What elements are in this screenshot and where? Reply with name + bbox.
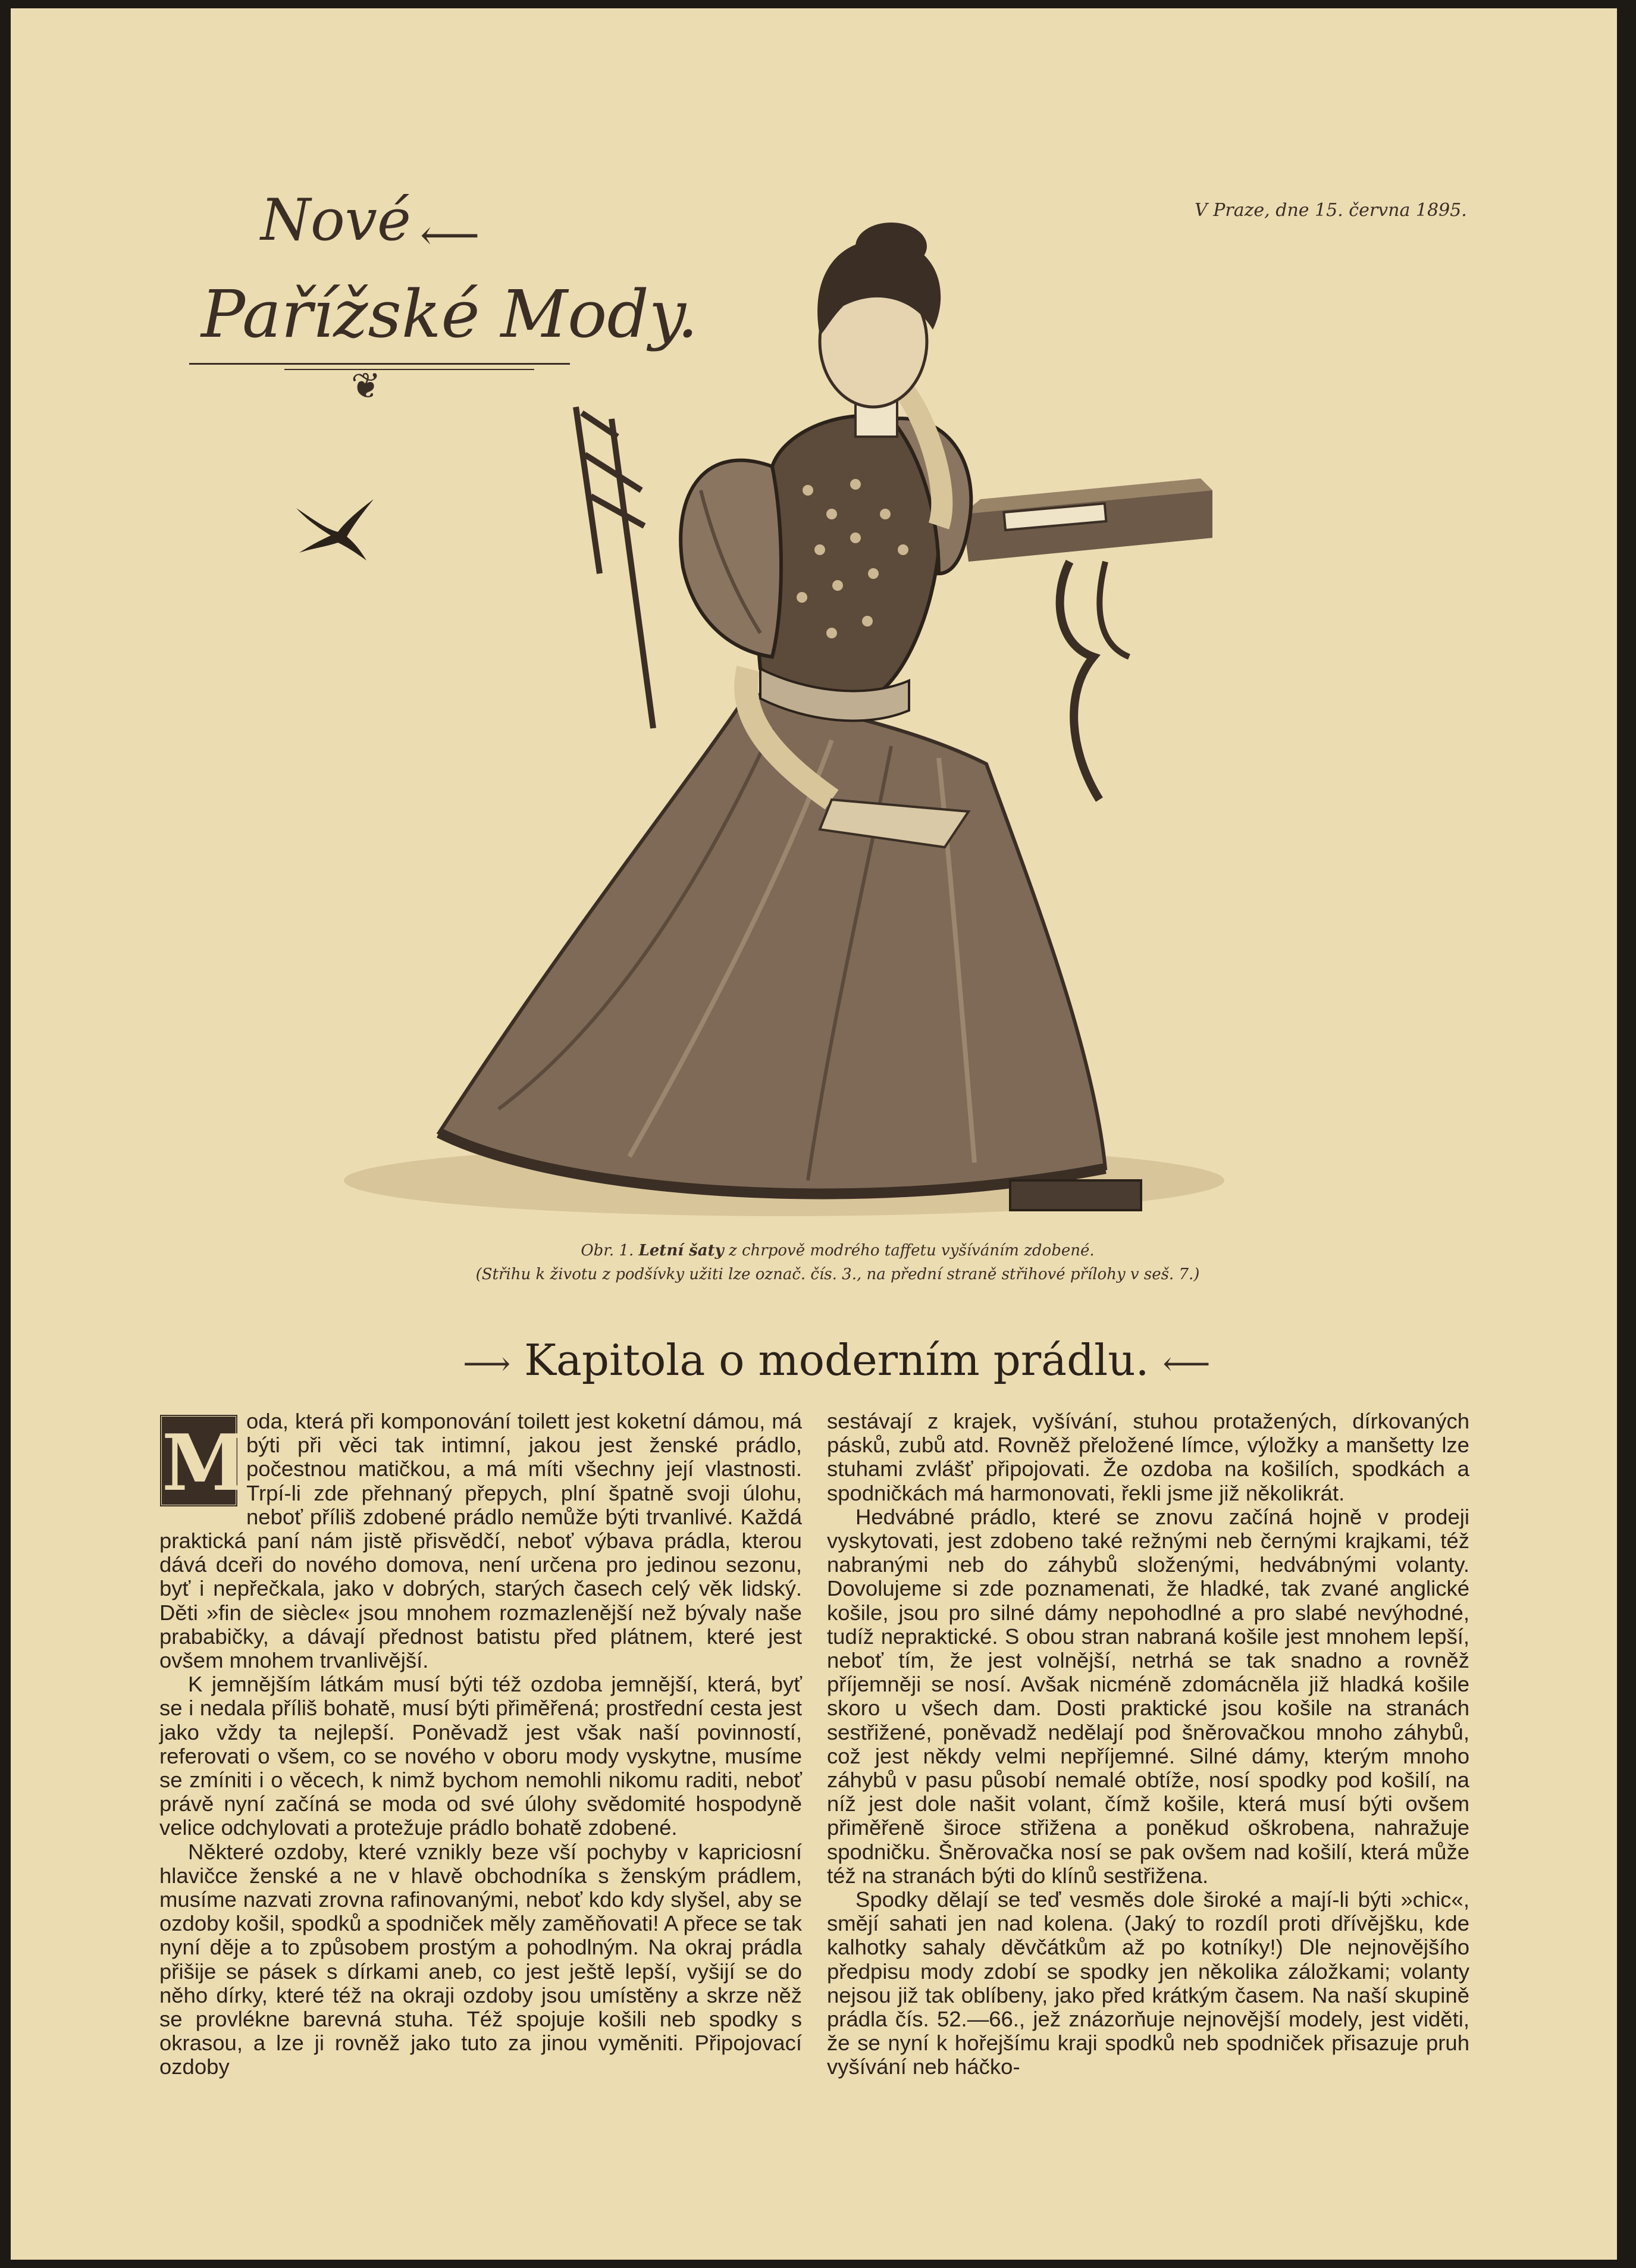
masthead-title-line1: Nové [261,187,411,253]
bodice [758,416,939,694]
paragraph: oda, která při komponování toilett jest koketní dámou, má býti při věci tak intimní, jakou jest ženské prádlo, počestnou matičkou, a má míti všechny její vlastnosti. Trpí-li zde přehnaný přepych, plní špatně svoji úlohu, neboť příliš zdobené prádlo nemůže býti trvanlivé. Každá praktická paní nám jistě přisvědčí, neboť výbava prádla, kterou dává dceři do nového domova, není určena pro jedinou sezonu, byť i nepřečkala, jako v dobrých, starých časech celý věk lidský. Děti »fin de siècle« jsou mnohem rozmazlenější než bývaly naše prababičky, a dávají přednost batistu před plátnem, které jest ovšem mnohem trvanlivější. [159,1409,802,1673]
left-sleeve [681,461,781,657]
heading-deco-right: ⟵ [1162,1345,1211,1383]
masthead-arrow: ⟵ [420,211,480,259]
masthead-title-line2: Pařížské Mody. [201,276,698,352]
skirt [439,693,1105,1194]
paragraph: sestávají z krajek, vyšívání, stuhou protažených, dírkovaných pásků, zubů atd. Rovněž přeložené límce, výložky a manšetty lze stuhami zvlášť připojovati. Že ozdoba na košilích, spodkách a spodničkách má harmonovati, řekli jsme již několikrát. [827,1409,1469,1505]
caption-rest: z chrpově modrého taffetu vyšíváním zdobené. [729,1242,1095,1260]
paragraph: K jemnějším látkám musí býti též ozdoba jemnější, která, byť se i nedala příliš bohatě, musí býti přiměřená; prostřední cesta jest jako vždy ta nejlepší. Poněvadž jest však naší povinností, referovati o všem, co se nového v oboru mody vyskytne, musíme se zmíniti i o věcech, k nimž bychom nemohli nikomu raditi, neboť právě nyní začíná se moda od své úlohy svědomité hospodyně velice odchylovati a protežuje prádlo bohatě zdobené. [159,1672,802,1840]
article-heading [463,1335,1211,1385]
fashion-illustration [320,157,1224,1228]
journal-page [11,8,1617,2260]
article-column-right [827,1409,1469,2079]
caption-line2: (Střihu k životu z podšívky užiti lze označ. čís. 3., na přední straně střihové přílohy v seš. 7.) [475,1265,1200,1283]
figure-caption [451,1239,1224,1286]
article-column-left [159,1409,802,2079]
drop-cap: M [159,1414,238,1507]
paragraph: Hedvábné prádlo, které se znovu začíná hojně v prodeji vyskytovati, jest zdobeno také režnými neb černými krajkami, též nabranými neb do záhybů složenými, hedvábnými volanty. Dovolujeme si zde poznamenati, že hladké, tak zvané anglické košile, jsou pro silné dámy nepohodlné a pro slabé nevýhodné, tudíž nepraktické. S obou stran nabraná košile jest mnohem lepší, neboť tím, že jest volnější, netrhá se tak snadno a rovněž příjemněji se nosí. Avšak nicméně zdomácněla již hladká košile skoro u všech dam. Dosti praktické jsou košile na stranách sestřižené, poněvadž nedělají pod šněrovačkou mnoho záhybů, což jest někdy velmi nepříjemné. Silné dámy, kterým mnoho záhybů v pasu působí nemalé obtíže, nosí spodky pod košilí, na níž jest dole našit volant, čímž košile, která musí býti ovšem přiměřeně široce střižena a poněkud oškrobena, nahražuje spodničku. Šněrovačka nosí se pak ovšem nad košilí, která může též na stranách býti do klínů sestřižena. [827,1504,1469,1888]
dateline: V Praze, dne 15. června 1895. [1195,200,1467,221]
footstool [1010,1180,1141,1210]
paragraph: Spodky dělají se teď vesměs dole široké a mají-li býti »chic«, smějí sahati jen nad kolena. (Jaký to rozdíl proti dřívějšku, kde kalhotky sahaly děvčátkům až po kotníky!) Dle nejnovějšího předpisu mody zdobí se spodky jen několika záložkami; volanty nejsou již tak oblíbeny, jako před krátkým časem. Na naší skupině prádla čís. 52.—66., jež znázorňuje nejnovější modely, jest viděti, že se nyní k hořejšímu kraji spodků neb spodniček přisazuje pruh vyšívání neb háčko- [827,1887,1469,2079]
masthead-ornament: ❦ [351,365,381,407]
caption-bold: Letní šaty [638,1242,724,1260]
chair [576,407,653,728]
heading-deco-left: ⟶ [463,1345,511,1383]
caption-prefix: Obr. 1. [581,1242,634,1260]
paragraph: Některé ozdoby, které vznikly beze vší pochyby v kapriciosní hlavičce ženské a ne v hlavě obchodníka s ženským prádlem, musíme nazvati zrovna rafinovanými, neboť kdo kdy slyšel, aby se ozdoby košil, spodků a spodniček měly zaměňovati! A přece se tak nyní děje a to způsobem prostým a pohodlným. Na okraj prádla přišije se pásek s dírkami aneb, co jest ještě lepší, vyšijí se do něho dírky, které též na okraji ozdoby jsou umístěny a skrze něž se provlékne barevná stuha. Též spojuje košili neb spodky s okrasou, a lze ji rovněž jako tuto za jinou vyměniti. Připojovací ozdoby [159,1839,802,2079]
article-title: Kapitola o moderním prádlu. [524,1335,1149,1385]
side-table [963,478,1212,800]
